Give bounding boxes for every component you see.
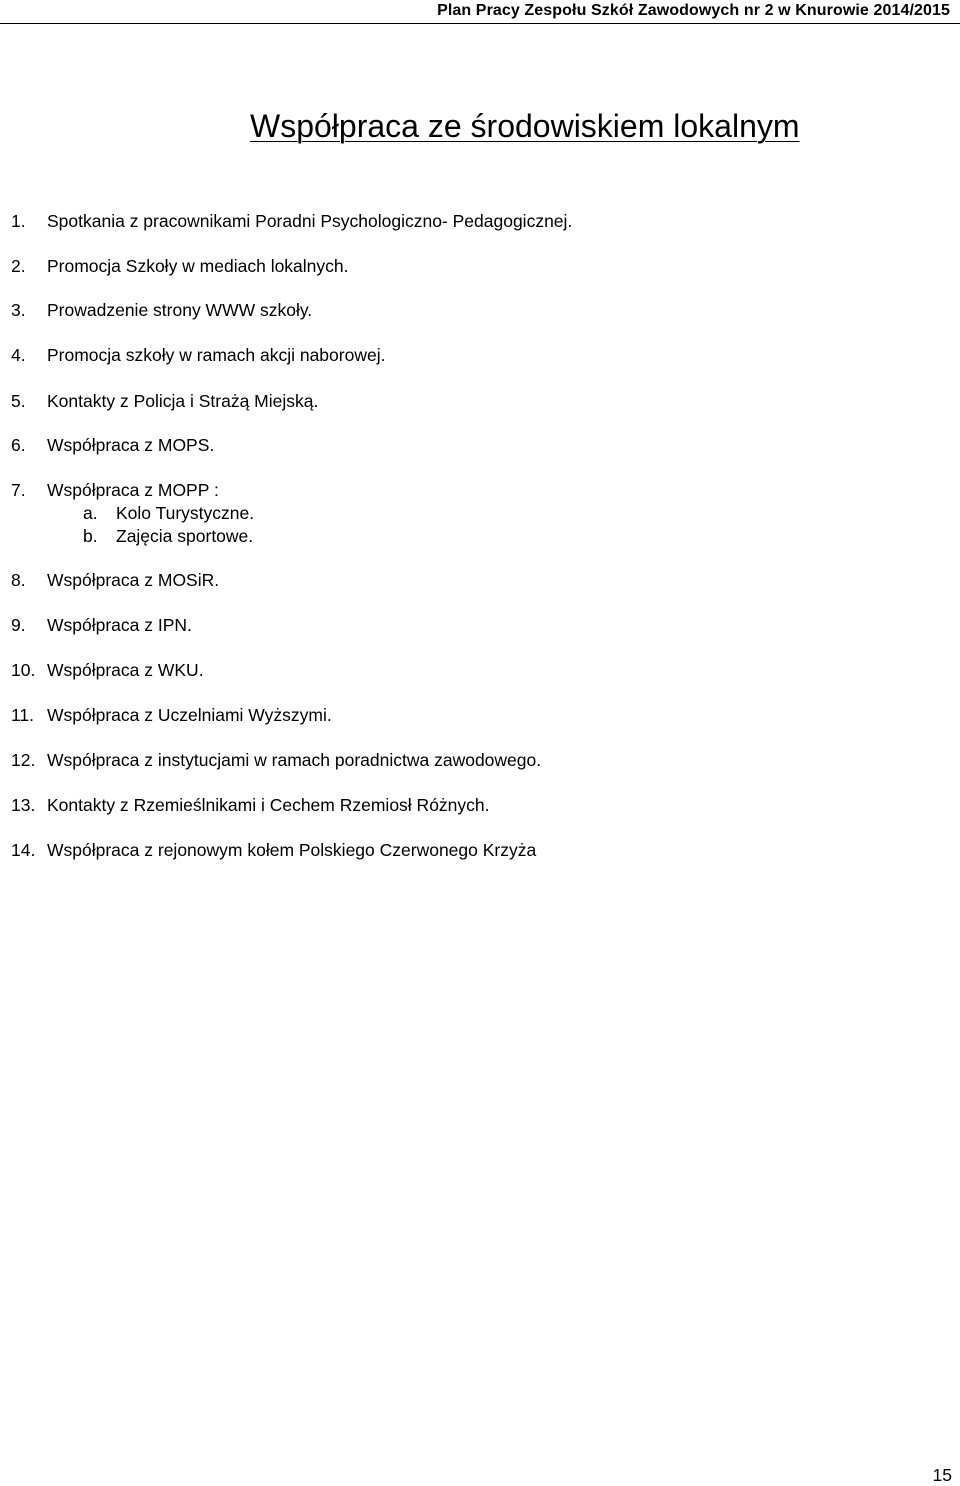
item-text: Prowadzenie strony WWW szkoły.: [47, 300, 313, 320]
item-text: Kontakty z Rzemieślnikami i Cechem Rzemiosł Różnych.: [47, 795, 490, 815]
section-title: Współpraca ze środowiskiem lokalnym: [250, 108, 800, 144]
item-text: Współpraca z WKU.: [47, 660, 204, 680]
item-number: 7.: [11, 480, 26, 500]
item-number: 1.: [11, 211, 26, 231]
item-text: Kontakty z Policja i Strażą Miejską.: [47, 391, 319, 411]
page-number: 15: [932, 1465, 952, 1485]
item-text: Współpraca z MOPP :: [47, 480, 219, 500]
item-text: Zajęcia sportowe.: [116, 526, 254, 546]
item-text: Promocja szkoły w ramach akcji naborowej.: [47, 345, 386, 365]
item-text: Kolo Turystyczne.: [116, 503, 255, 523]
item-number: 8.: [11, 570, 26, 590]
item-number: 9.: [11, 615, 26, 635]
item-number: 10.: [11, 660, 36, 680]
item-text: Współpraca z Uczelniami Wyższymi.: [47, 705, 332, 725]
item-number: 6.: [11, 435, 26, 455]
item-number: 5.: [11, 391, 26, 411]
item-text: Współpraca z instytucjami w ramach poradnictwa zawodowego.: [47, 750, 542, 770]
item-number: 11.: [11, 705, 35, 725]
item-text: Współpraca z rejonowym kołem Polskiego Czerwonego Krzyża: [47, 840, 537, 860]
header-title: Plan Pracy Zespołu Szkół Zawodowych nr 2 w Knurowie 2014/2015: [437, 2, 950, 19]
item-number: 3.: [11, 300, 26, 320]
item-text: Spotkania z pracownikami Poradni Psychologiczno- Pedagogicznej.: [47, 211, 573, 231]
item-letter: a.: [83, 503, 98, 523]
header-rule: [0, 23, 960, 24]
item-number: 13.: [11, 795, 36, 815]
item-number: 4.: [11, 345, 26, 365]
item-text: Współpraca z MOSiR.: [47, 570, 220, 590]
page-header: [0, 0, 960, 24]
item-letter: b.: [83, 526, 98, 546]
item-number: 14.: [11, 840, 36, 860]
item-number: 2.: [11, 256, 26, 276]
item-text: Promocja Szkoły w mediach lokalnych.: [47, 256, 349, 276]
item-number: 12.: [11, 750, 36, 770]
item-text: Współpraca z MOPS.: [47, 435, 215, 455]
item-text: Współpraca z IPN.: [47, 615, 192, 635]
